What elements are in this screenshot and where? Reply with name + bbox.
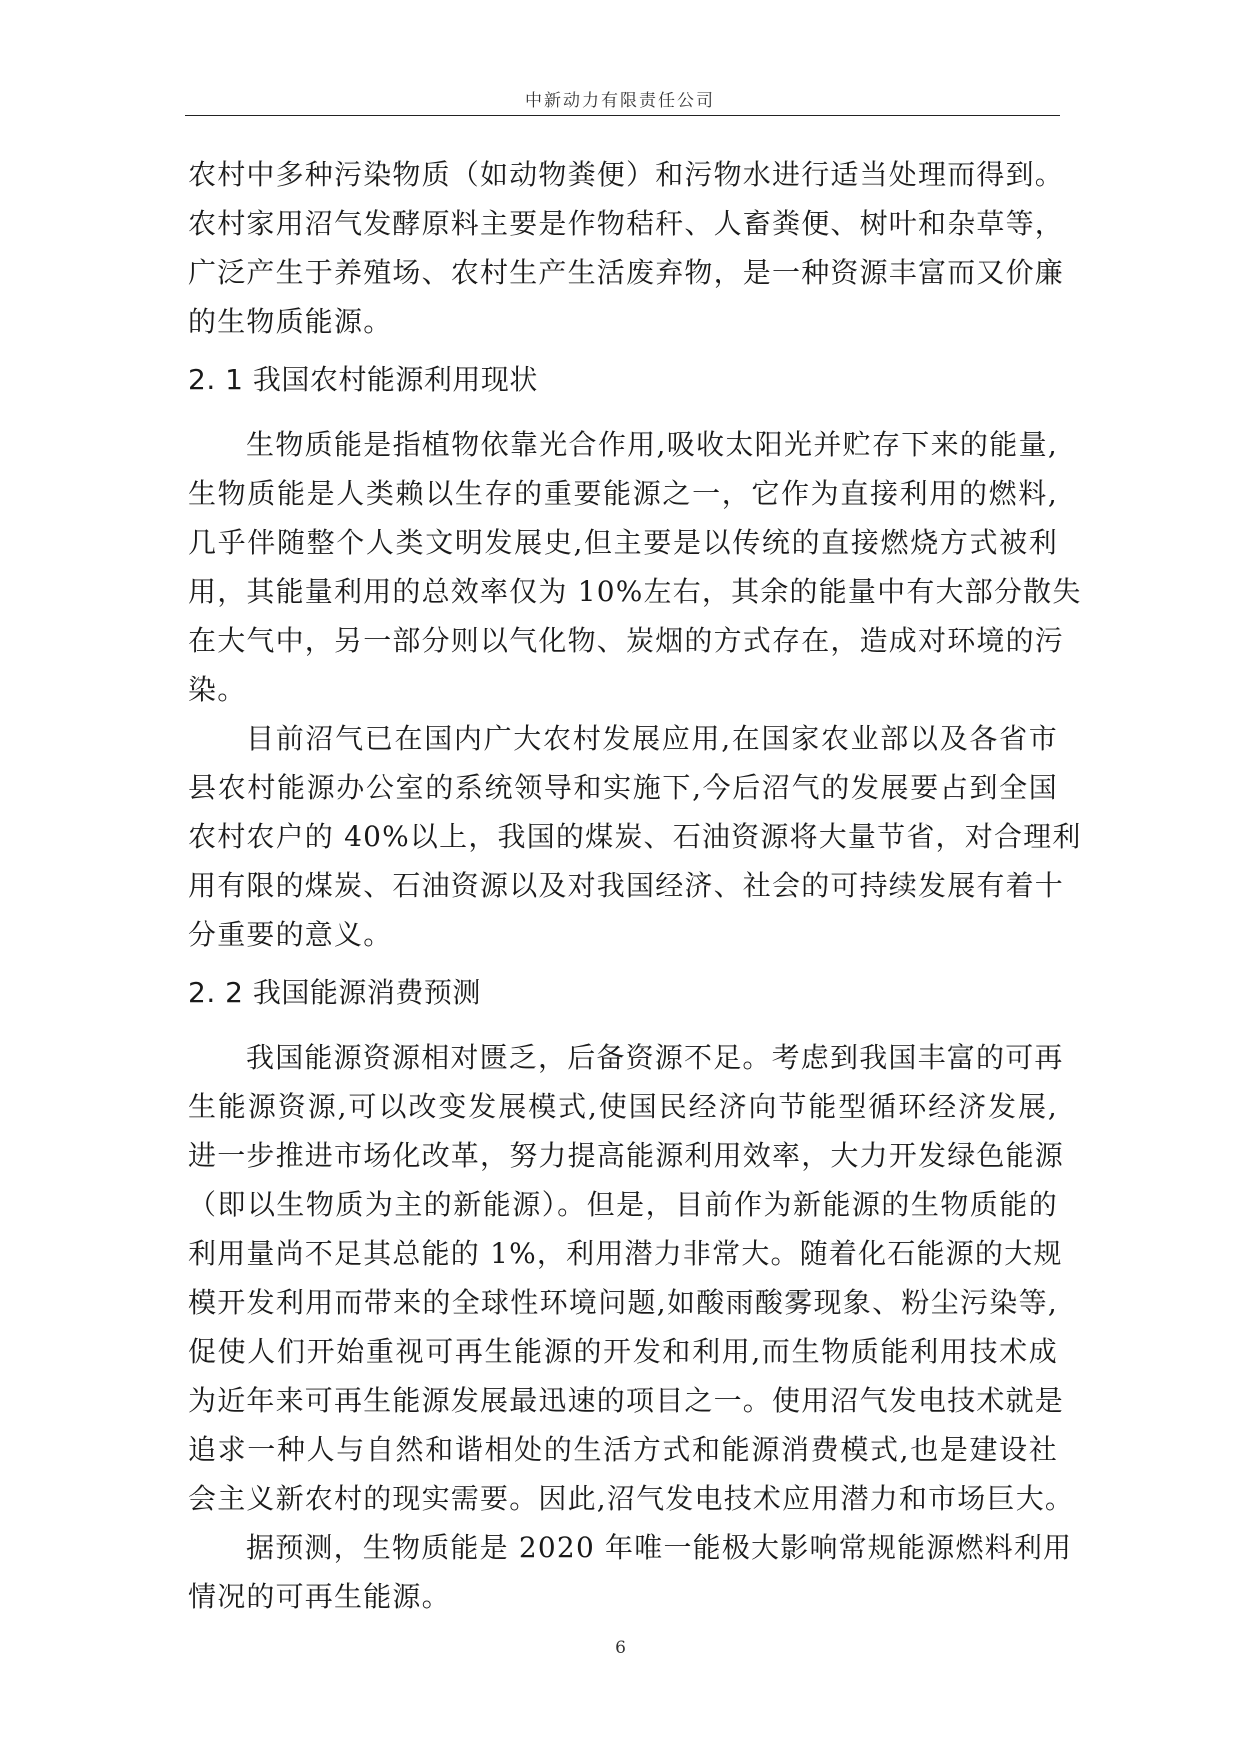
text-line: 生能源资源,可以改变发展模式,使国民经济向节能型循环经济发展, — [188, 1090, 1058, 1123]
text-line: 广泛产生于养殖场、农村生产生活废弃物，是一种资源丰富而又价廉 — [188, 256, 1065, 289]
text-line: 在大气中，另一部分则以气化物、炭烟的方式存在，造成对环境的污 — [188, 624, 1065, 657]
text-line: 据预测，生物质能是 2020 年唯一能极大影响常规能源燃料利用 — [246, 1531, 1073, 1564]
text-line: 追求一种人与自然和谐相处的生活方式和能源消费模式,也是建设社 — [188, 1433, 1058, 1466]
text-line: 用，其能量利用的总效率仅为 10%左右，其余的能量中有大部分散失 — [188, 575, 1082, 608]
header-rule — [185, 115, 1060, 116]
text-line: 用有限的煤炭、石油资源以及对我国经济、社会的可持续发展有着十 — [188, 869, 1065, 902]
text-line: 生物质能是指植物依靠光合作用,吸收太阳光并贮存下来的能量, — [246, 428, 1058, 461]
section-2-2-paragraph-1 — [188, 1033, 1075, 1523]
document-body — [188, 150, 1082, 1621]
text-line: 县农村能源办公室的系统领导和实施下,今后沼气的发展要占到全国 — [188, 771, 1058, 804]
text-line: 目前沼气已在国内广大农村发展应用,在国家农业部以及各省市 — [246, 722, 1058, 755]
text-line: 会主义新农村的现实需要。因此,沼气发电技术应用潜力和市场巨大。 — [188, 1482, 1075, 1515]
text-line: 农村中多种污染物质（如动物粪便）和污物水进行适当处理而得到。 — [188, 158, 1065, 191]
text-line: 分重要的意义。 — [188, 918, 393, 951]
text-line: 促使人们开始重视可再生能源的开发和利用,而生物质能利用技术成 — [188, 1335, 1058, 1368]
text-line: （即以生物质为主的新能源）。但是，目前作为新能源的生物质能的 — [188, 1188, 1058, 1221]
text-line: 我国能源资源相对匮乏，后备资源不足。考虑到我国丰富的可再 — [246, 1041, 1064, 1074]
text-line: 生物质能是人类赖以生存的重要能源之一，它作为直接利用的燃料, — [188, 477, 1058, 510]
section-heading-2-1: 2. 1 我国农村能源利用现状 — [188, 363, 538, 396]
text-line: 农村农户的 40%以上，我国的煤炭、石油资源将大量节省，对合理利 — [188, 820, 1082, 853]
text-line: 模开发利用而带来的全球性环境问题,如酸雨酸雾现象、粉尘污染等, — [188, 1286, 1058, 1319]
text-line: 利用量尚不足其总能的 1%，利用潜力非常大。随着化石能源的大规 — [188, 1237, 1063, 1270]
text-line: 情况的可再生能源。 — [188, 1580, 451, 1613]
text-line: 为近年来可再生能源发展最迅速的项目之一。使用沼气发电技术就是 — [188, 1384, 1065, 1417]
text-line: 的生物质能源。 — [188, 305, 393, 338]
paragraph-intro — [188, 150, 1065, 346]
text-line: 农村家用沼气发酵原料主要是作物秸秆、人畜粪便、树叶和杂草等， — [188, 207, 1065, 240]
running-header: 中新动力有限责任公司 — [525, 91, 715, 111]
section-heading-2-2: 2. 2 我国能源消费预测 — [188, 976, 481, 1009]
section-2-1-paragraph-2 — [188, 714, 1082, 959]
page-number: 6 — [615, 1638, 626, 1658]
text-line: 几乎伴随整个人类文明发展史,但主要是以传统的直接燃烧方式被利 — [188, 526, 1058, 559]
section-2-2-paragraph-2 — [188, 1523, 1073, 1621]
text-line: 进一步推进市场化改革，努力提高能源利用效率，大力开发绿色能源 — [188, 1139, 1065, 1172]
section-2-1-paragraph-1 — [188, 420, 1082, 714]
text-line: 染。 — [188, 673, 247, 706]
